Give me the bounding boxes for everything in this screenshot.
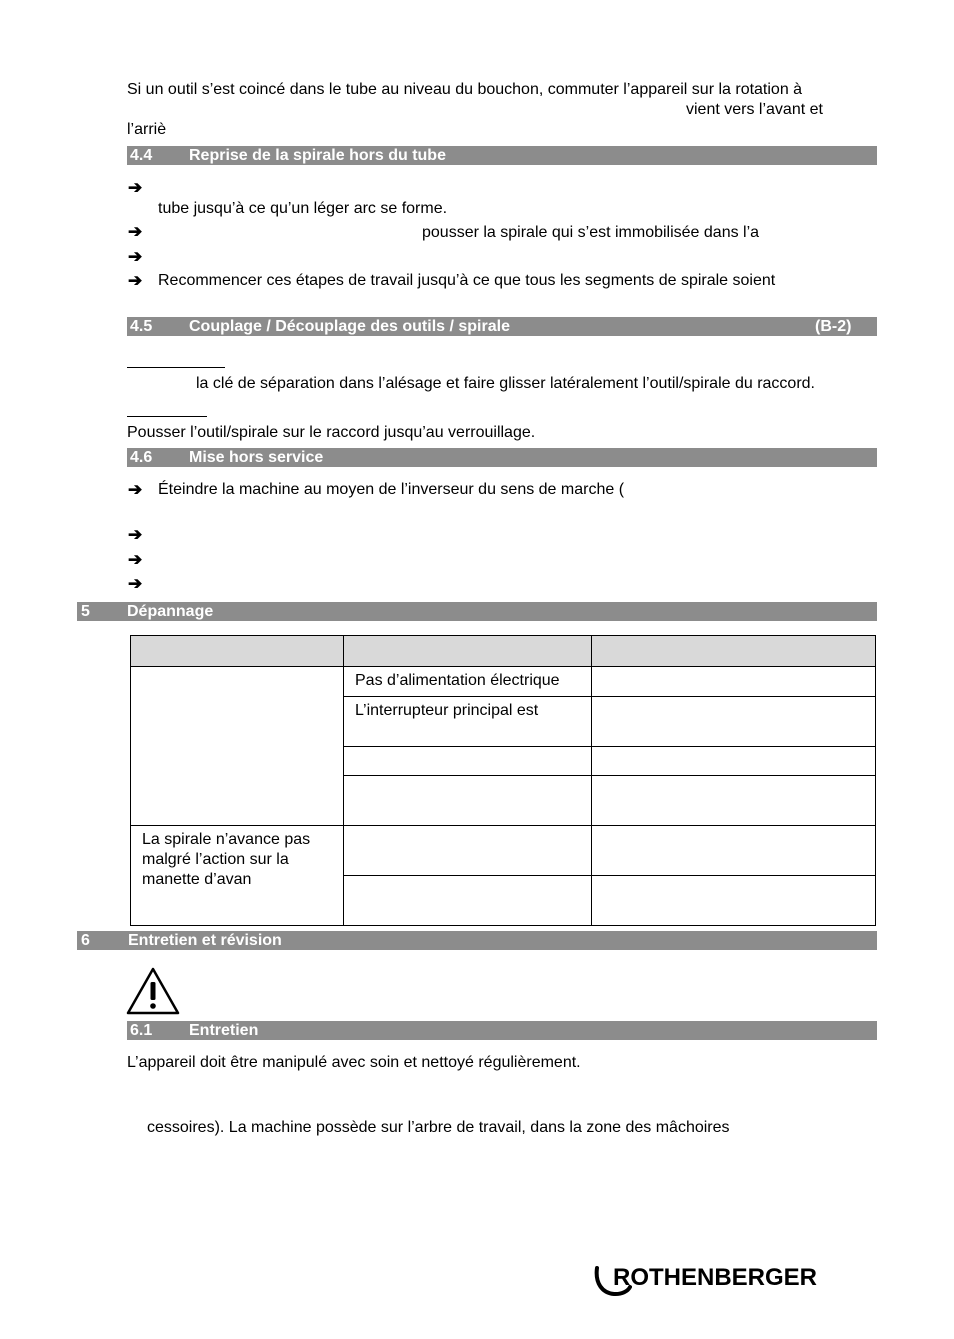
section-heading-4-6 <box>127 448 877 467</box>
section-heading-6 <box>77 931 877 950</box>
section-heading-4-4 <box>127 146 877 165</box>
section-title: Mise hors service <box>189 449 324 466</box>
troubleshooting-table <box>130 635 876 926</box>
table-cell <box>131 667 344 826</box>
table-cell <box>592 667 875 697</box>
section-title: Reprise de la spirale hors du tube <box>189 147 446 164</box>
table-cell <box>592 747 875 776</box>
arrow-bullet-icon: ➔ <box>128 247 143 266</box>
table-cell <box>131 826 344 925</box>
underline-rule <box>127 367 225 368</box>
section-number: 4.5 <box>130 318 153 335</box>
section-title: Dépannage <box>127 603 214 620</box>
table-cell <box>344 776 592 826</box>
cell-text: manette d’avan <box>142 871 252 888</box>
bullet-text: Recommencer ces étapes de travail jusqu’à ce que tous les segments de spirale soient <box>158 272 776 289</box>
section-number: 5 <box>81 603 90 620</box>
arrow-bullet-icon: ➔ <box>128 178 143 197</box>
brand-wordmark: ROTHENBERGER <box>613 1264 818 1291</box>
figure-reference: (B-2) <box>815 318 852 335</box>
paragraph: la clé de séparation dans l’alésage et faire glisser latéralement l’outil/spirale du raccord. <box>196 375 815 392</box>
table-cell <box>592 776 875 826</box>
paragraph: Pousser l’outil/spirale sur le raccord jusqu’au verrouillage. <box>127 424 536 441</box>
arrow-bullet-icon: ➔ <box>128 480 143 499</box>
bullet-text: Éteindre la machine au moyen de l’inverseur du sens de marche ( <box>158 481 625 498</box>
bullet-text: pousser la spirale qui s’est immobilisée dans l’a <box>422 224 760 241</box>
arrow-bullet-icon: ➔ <box>128 222 143 241</box>
intro-line-3: l’arriè <box>127 121 167 138</box>
table-cell <box>344 826 592 876</box>
table-cell <box>592 826 875 876</box>
paragraph: L’appareil doit être manipulé avec soin et nettoyé régulièrement. <box>127 1054 581 1071</box>
intro-line-2: vient vers l’avant et <box>686 101 823 118</box>
table-cell <box>592 876 875 925</box>
cell-text: La spirale n’avance pas <box>142 831 311 848</box>
section-title: Couplage / Découplage des outils / spirale <box>189 318 510 335</box>
table-cell <box>344 667 592 697</box>
arrow-bullet-icon: ➔ <box>128 271 143 290</box>
section-number: 4.4 <box>130 147 153 164</box>
section-title: Entretien <box>189 1022 259 1039</box>
table-cell <box>344 697 592 747</box>
paragraph: cessoires). La machine possède sur l’arbre de travail, dans la zone des mâchoires <box>147 1119 730 1136</box>
table-header-cell <box>344 636 592 667</box>
section-number: 6 <box>81 932 90 949</box>
section-heading-5 <box>77 602 877 621</box>
table-header-cell <box>131 636 344 667</box>
section-number: 4.6 <box>130 449 153 466</box>
section-heading-4-5 <box>127 317 877 336</box>
table-header-cell <box>592 636 875 667</box>
bullet-continuation: tube jusqu’à ce qu’un léger arc se forme. <box>158 200 448 217</box>
cell-text: malgré l’action sur la <box>142 851 289 868</box>
warning-triangle-icon <box>126 966 180 1016</box>
intro-line-1: Si un outil s’est coincé dans le tube au niveau du bouchon, commuter l’appareil sur la rotation à <box>127 81 803 98</box>
table-cell <box>592 697 875 747</box>
section-title: Entretien et révision <box>128 932 282 949</box>
cell-text: L’interrupteur principal est <box>355 702 539 719</box>
cell-text: Pas d’alimentation électrique <box>355 672 560 689</box>
section-number: 6.1 <box>130 1022 153 1039</box>
arrow-bullet-icon: ➔ <box>128 574 143 593</box>
table-cell <box>344 876 592 925</box>
arrow-bullet-icon: ➔ <box>128 550 143 569</box>
section-heading-6-1 <box>127 1021 877 1040</box>
table-cell <box>344 747 592 776</box>
rothenberger-logo <box>592 1263 832 1299</box>
arrow-bullet-icon: ➔ <box>128 525 143 544</box>
underline-rule <box>127 416 207 417</box>
